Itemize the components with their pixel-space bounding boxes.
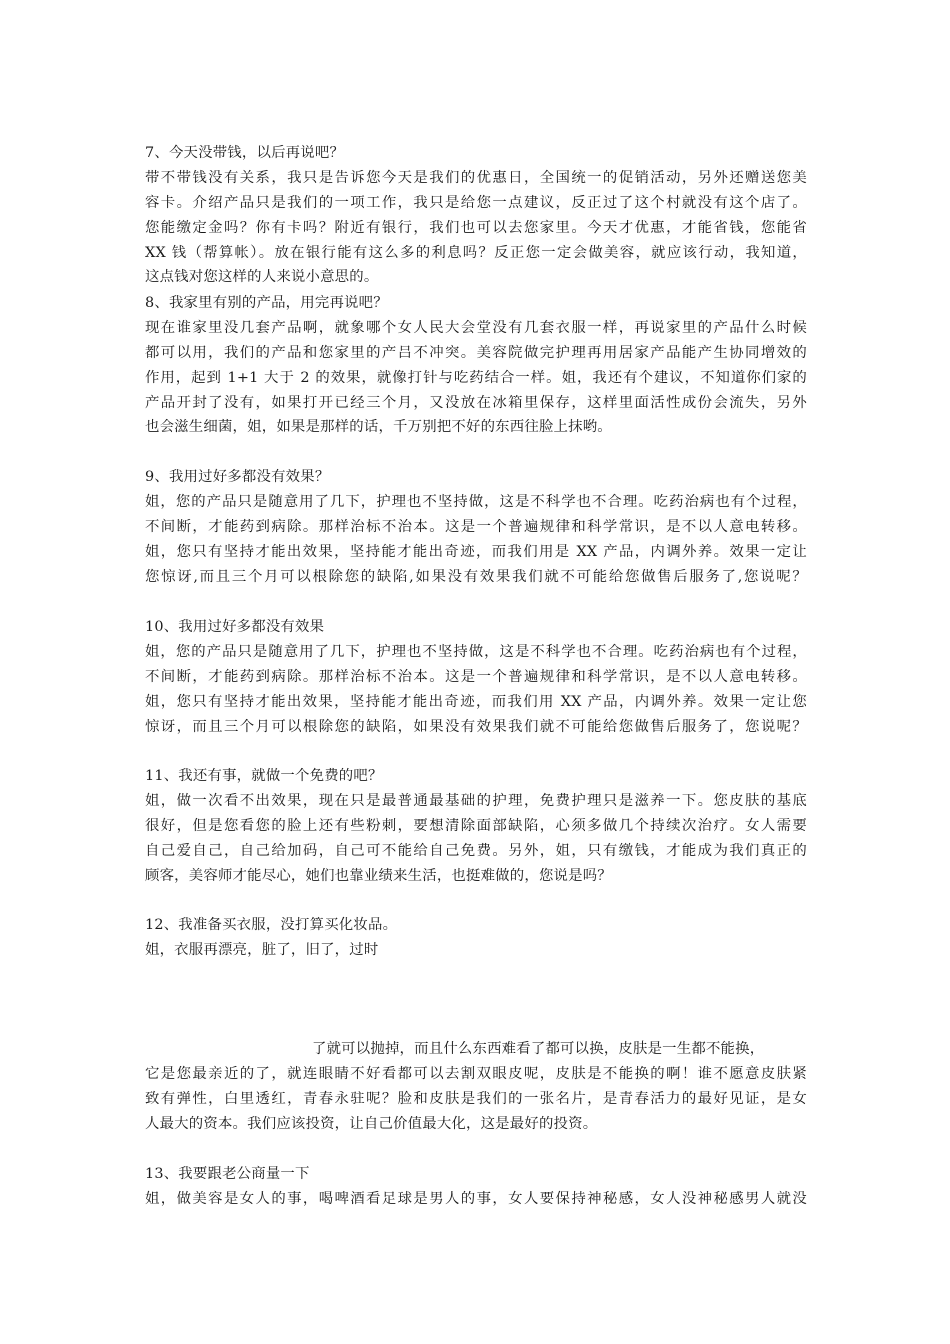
text-line: 不间断，才能药到病除。那样治标不治本。这是一个普遍规律和科学常识，是不以人意电转移。 bbox=[145, 518, 807, 535]
text-line: 了就可以抛掉，而且什么东西难看了都可以换，皮肤是一生都不能换， bbox=[312, 1041, 765, 1057]
text-line: 现在谁家里没几套产品啊，就象哪个女人民大会堂没有几套衣服一样，再说家里的产品什么时候 bbox=[145, 319, 807, 336]
question-heading: 9、我用过好多都没有效果？ bbox=[145, 469, 330, 485]
text-line: 它是您最亲近的了，就连眼睛不好看都可以去割双眼皮呢，皮肤是不能换的啊！谁不愿意皮肤紧 bbox=[145, 1065, 807, 1082]
text-line: 都可以用，我们的产品和您家里的产吕不冲突。美容院做完护理再用居家产品能产生协同增效的 bbox=[145, 344, 807, 361]
section-q12 bbox=[145, 913, 807, 963]
text-line: 姐，您只有坚持才能出效果，坚持能才能出奇迹，而我们用 XX 产品，内调外养。效果一定让您 bbox=[145, 693, 807, 710]
text-line: 姐，衣服再漂亮，脏了，旧了，过时 bbox=[145, 941, 379, 958]
text-line: 姐，做美容是女人的事，喝啤酒看足球是男人的事，女人要保持神秘感，女人没神秘感男人就没 bbox=[145, 1190, 807, 1207]
text-line: 带不带钱没有关系，我只是告诉您今天是我们的优惠日，全国统一的促销活动，另外还赠送您美 bbox=[145, 169, 807, 186]
section-q11 bbox=[145, 764, 807, 888]
text-line: 很好，但是您看您的脸上还有些粉刺，要想清除面部缺陷，心须多做几个持续次治疗。女人需要 bbox=[145, 817, 807, 834]
question-heading: 7、今天没带钱，以后再说吧？ bbox=[145, 145, 345, 161]
section-q7 bbox=[145, 141, 807, 290]
text-line: 人最大的资本。我们应该投资，让自己价值最大化，这是最好的投资。 bbox=[145, 1115, 598, 1132]
question-heading: 13、我要跟老公商量一下 bbox=[145, 1166, 310, 1182]
text-line: 您能缴定金吗？你有卡吗？附近有银行，我们也可以去您家里。今天才优惠，才能省钱，您能省 bbox=[145, 219, 807, 236]
text-line: 惊讶，而且三个月可以根除您的缺陷，如果没有效果我们就不可能给您做售后服务了，您说呢？ bbox=[145, 718, 807, 735]
text-line: 自己爱自己，自己给加码，自己可不能给自己免费。另外，姐，只有缴钱，才能成为我们真正的 bbox=[145, 842, 807, 859]
section-q12-continued bbox=[145, 1037, 807, 1137]
section-q10 bbox=[145, 615, 807, 739]
section-q9 bbox=[145, 465, 807, 589]
text-line: 不间断，才能药到病除。那样治标不治本。这是一个普遍规律和科学常识，是不以人意电转移。 bbox=[145, 668, 807, 685]
text-line: XX 钱（帮算帐）。放在银行能有这么多的利息吗？反正您一定会做美容，就应该行动，我知道， bbox=[145, 244, 807, 261]
text-line: 姐，做一次看不出效果，现在只是最普通最基础的护理，免费护理只是滋养一下。您皮肤的基底 bbox=[145, 792, 807, 809]
question-heading: 8、我家里有别的产品，用完再说吧？ bbox=[145, 295, 388, 311]
text-line: 致有弹性，白里透红，青春永驻呢？脸和皮肤是我们的一张名片，是青春活力的最好见证，是女 bbox=[145, 1090, 807, 1107]
section-q13 bbox=[145, 1162, 807, 1212]
text-line: 产品开封了没有，如果打开已经三个月，又没放在冰箱里保存，这样里面活性成份会流失，另外 bbox=[145, 394, 807, 411]
text-line: 您惊讶,而且三个月可以根除您的缺陷,如果没有效果我们就不可能给您做售后服务了,您说呢？ bbox=[145, 568, 807, 585]
text-line: 也会滋生细菌，姐，如果是那样的话，千万别把不好的东西往脸上抹哟。 bbox=[145, 419, 612, 436]
text-line: 姐，您只有坚持才能出效果，坚持能才能出奇迹，而我们用是 XX 产品，内调外养。效果一定让 bbox=[145, 543, 807, 560]
section-q8 bbox=[145, 291, 807, 440]
text-line: 容卡。介绍产品只是我们的一项工作，我只是给您一点建议，反正过了这个村就没有这个店了。 bbox=[145, 194, 807, 211]
text-line: 作用，起到 1+1 大于 2 的效果，就像打针与吃药结合一样。姐，我还有个建议，不知道你们家的 bbox=[145, 369, 807, 386]
text-line: 姐，您的产品只是随意用了几下，护理也不坚持做，这是不科学也不合理。吃药治病也有个过程， bbox=[145, 493, 807, 510]
question-heading: 11、我还有事，就做一个免费的吧？ bbox=[145, 768, 383, 784]
text-line: 这点钱对您这样的人来说小意思的。 bbox=[145, 269, 379, 286]
question-heading: 12、我准备买衣服，没打算买化妆品。 bbox=[145, 917, 398, 933]
question-heading: 10、我用过好多都没有效果 bbox=[145, 619, 325, 635]
text-line: 姐，您的产品只是随意用了几下，护理也不坚持做，这是不科学也不合理。吃药治病也有个过程， bbox=[145, 643, 807, 660]
text-line: 顾客，美容师才能尽心，她们也靠业绩来生活，也挺难做的，您说是吗？ bbox=[145, 867, 612, 884]
